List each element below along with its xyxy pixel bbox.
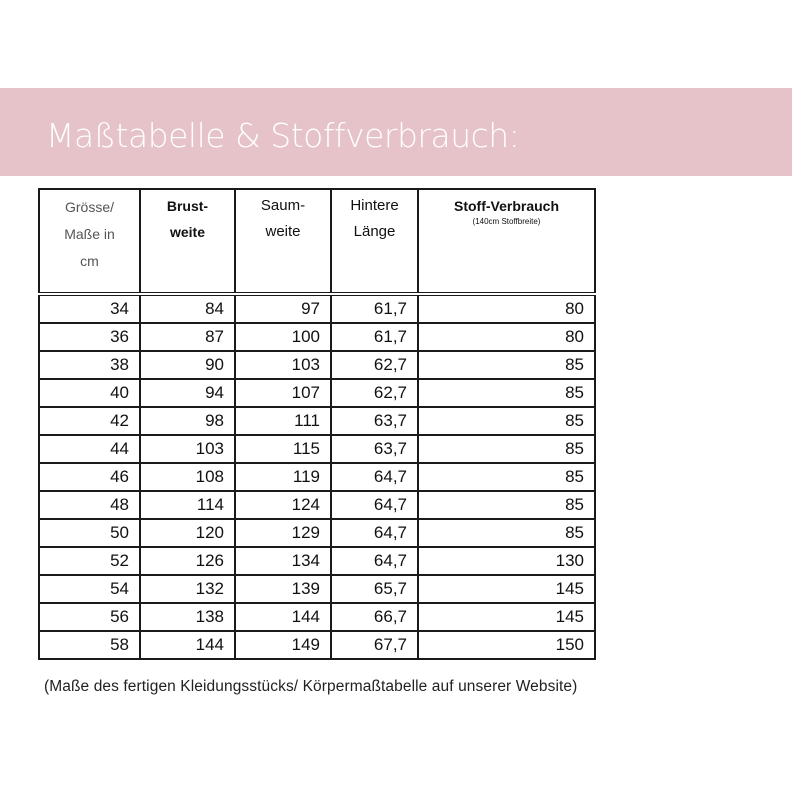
table-cell: 139	[235, 575, 331, 603]
header-size-line: Maße in	[64, 226, 115, 242]
table-cell: 129	[235, 519, 331, 547]
table-cell: 134	[235, 547, 331, 575]
table-row	[39, 547, 595, 575]
table-row	[39, 519, 595, 547]
table-cell: 80	[418, 323, 595, 351]
table-cell: 111	[235, 407, 331, 435]
table-cell: 130	[418, 547, 595, 575]
table-cell: 61,7	[331, 294, 418, 323]
size-chart-table	[38, 188, 596, 660]
table-cell: 67,7	[331, 631, 418, 659]
header-size-line: Grösse/	[64, 199, 114, 215]
table-row	[39, 323, 595, 351]
table-row	[39, 294, 595, 323]
table-row	[39, 575, 595, 603]
table-cell: 97	[235, 294, 331, 323]
table-cell: 107	[235, 379, 331, 407]
header-back-line: Hintere	[350, 197, 399, 214]
header-chest-line: weite	[169, 224, 205, 240]
table-cell: 103	[140, 435, 235, 463]
table-header-row	[39, 189, 595, 294]
table-cell: 85	[418, 435, 595, 463]
header-hem-line: Saum-	[260, 197, 306, 214]
table-cell: 108	[140, 463, 235, 491]
table-row	[39, 603, 595, 631]
table-cell: 145	[418, 603, 595, 631]
table-row	[39, 351, 595, 379]
header-size-line: cm	[80, 253, 99, 269]
table-cell: 85	[418, 463, 595, 491]
table-cell: 62,7	[331, 351, 418, 379]
table-row	[39, 631, 595, 659]
table-cell: 38	[39, 351, 140, 379]
table-cell: 98	[140, 407, 235, 435]
table-cell: 90	[140, 351, 235, 379]
table-cell: 44	[39, 435, 140, 463]
table-cell: 64,7	[331, 547, 418, 575]
table-cell: 144	[140, 631, 235, 659]
table-row	[39, 491, 595, 519]
table-cell: 124	[235, 491, 331, 519]
table-cell: 87	[140, 323, 235, 351]
table-cell: 58	[39, 631, 140, 659]
table-cell: 80	[418, 294, 595, 323]
header-back-line: Länge	[353, 223, 396, 240]
table-cell: 114	[140, 491, 235, 519]
table-cell: 119	[235, 463, 331, 491]
table-cell: 115	[235, 435, 331, 463]
table-cell: 40	[39, 379, 140, 407]
table-cell: 48	[39, 491, 140, 519]
table-cell: 65,7	[331, 575, 418, 603]
table-cell: 132	[140, 575, 235, 603]
table-cell: 64,7	[331, 463, 418, 491]
table-cell: 54	[39, 575, 140, 603]
table-cell: 63,7	[331, 407, 418, 435]
table-cell: 138	[140, 603, 235, 631]
table-cell: 126	[140, 547, 235, 575]
table-row	[39, 379, 595, 407]
table-cell: 100	[235, 323, 331, 351]
table-cell: 85	[418, 407, 595, 435]
table-cell: 46	[39, 463, 140, 491]
table-cell: 64,7	[331, 519, 418, 547]
table-cell: 52	[39, 547, 140, 575]
table-cell: 149	[235, 631, 331, 659]
table-cell: 150	[418, 631, 595, 659]
table-row	[39, 435, 595, 463]
page-title: Maßtabelle & Stoffverbrauch:	[46, 116, 520, 155]
table-cell: 50	[39, 519, 140, 547]
table-cell: 120	[140, 519, 235, 547]
table-row	[39, 407, 595, 435]
table-cell: 85	[418, 519, 595, 547]
table-cell: 94	[140, 379, 235, 407]
table-cell: 103	[235, 351, 331, 379]
footnote: (Maße des fertigen Kleidungsstücks/ Körpermaßtabelle auf unserer Website)	[44, 678, 578, 695]
header-back-length	[331, 189, 418, 294]
header-fabric-subnote: (140cm Stoffbreite)	[472, 217, 541, 226]
table-cell: 42	[39, 407, 140, 435]
header-hem-line: weite	[265, 223, 301, 240]
table-cell: 85	[418, 491, 595, 519]
header-chest-line: Brust-	[166, 198, 209, 214]
header-size	[39, 189, 140, 294]
table-cell: 84	[140, 294, 235, 323]
header-fabric-usage	[418, 189, 595, 294]
table-cell: 36	[39, 323, 140, 351]
table-cell: 63,7	[331, 435, 418, 463]
table-cell: 85	[418, 379, 595, 407]
table-cell: 34	[39, 294, 140, 323]
table-cell: 85	[418, 351, 595, 379]
table-cell: 62,7	[331, 379, 418, 407]
table-cell: 64,7	[331, 491, 418, 519]
header-chest-width	[140, 189, 235, 294]
header-fabric-line: Stoff-Verbrauch	[453, 198, 559, 214]
table-cell: 56	[39, 603, 140, 631]
table-cell: 145	[418, 575, 595, 603]
table-cell: 66,7	[331, 603, 418, 631]
table-row	[39, 463, 595, 491]
header-hem-width	[235, 189, 331, 294]
table-cell: 144	[235, 603, 331, 631]
table-cell: 61,7	[331, 323, 418, 351]
